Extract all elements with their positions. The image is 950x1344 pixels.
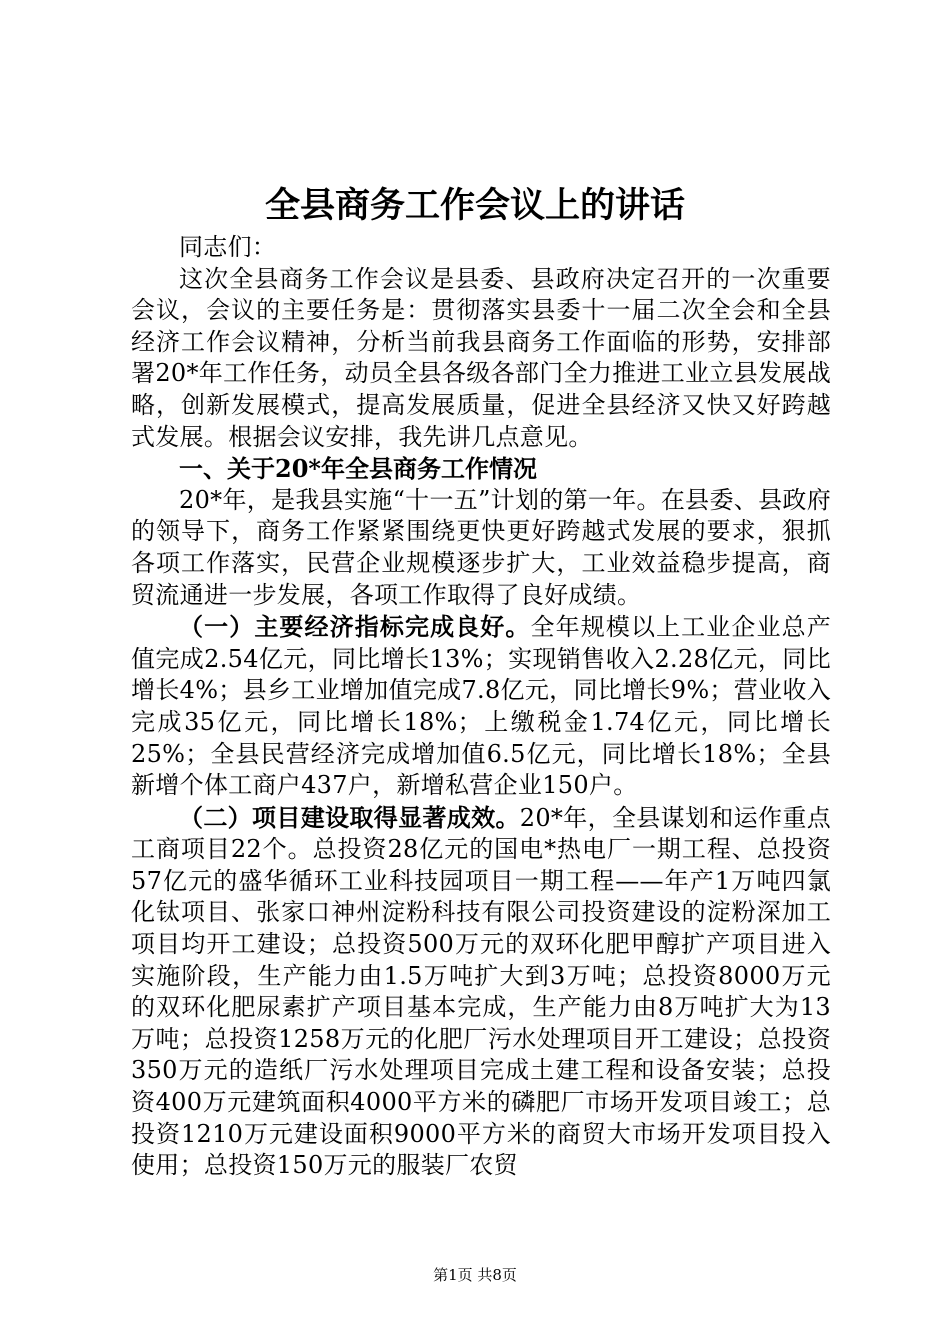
item-paragraph (131, 611, 831, 802)
item-text: 全年规模以上工业企业总产值完成2.54亿元，同比增长13%；实现销售收入2.28亿元，同比增长4%；县乡工业增加值完成7.8亿元，同比增长9%；营业收入完成35亿元，同比增长18%；上缴税金1.74亿元，同比增长25%；全县民营经济完成增加值6.5亿元，同比增长18%；全县新增个体工商户437户，新增私营企业150户。 (131, 613, 831, 800)
item-text: 20*年，全县谋划和运作重点工商项目22个。总投资28亿元的国电*热电厂一期工程、总投资57亿元的盛华循环工业科技园项目一期工程——年产1万吨四氯化钛项目、张家口神州淀粉科技有限公司投资建设的淀粉深加工项目均开工建设；总投资500万元的双环化肥甲醇扩产项目进入实施阶段，生产能力由1.5万吨扩大到3万吨；总投资8000万元的双环化肥尿素扩产项目基本完成，生产能力由8万吨扩大为13万吨；总投资1258万元的化肥厂污水处理项目开工建设；总投资350万元的造纸厂污水处理项目完成土建工程和设备安装；总投资400万元建筑面积4000平方米的磷肥厂市场开发项目竣工；总投资1210万元建设面积9000平方米的商贸大市场开发项目投入使用；总投资150万元的服装厂农贸 (131, 803, 831, 1180)
salutation: 同志们： (179, 233, 277, 261)
item-lead: （二）项目建设取得显著成效。 (179, 802, 520, 832)
section-heading: 一、关于20*年全县商务工作情况 (179, 454, 537, 484)
intro-paragraph: 这次全县商务工作会议是县委、县政府决定召开的一次重要会议，会议的主要任务是：贯彻落实县委十一届二次全会和全县经济工作会议精神，分析当前我县商务工作面临的形势，安排部署20*年工作任务，动员全县各级各部门全力推进工业立县发展战略，创新发展模式，提高发展质量，促进全县经济又快又好跨越式发展。根据会议安排，我先讲几点意见。 (131, 264, 831, 451)
document-title: 全县商务工作会议上的讲话 (264, 185, 685, 226)
section-paragraph: 20*年，是我县实施“十一五”计划的第一年。在县委、县政府的领导下，商务工作紧紧围绕更快更好跨越式发展的要求，狠抓各项工作落实，民营企业规模逐步扩大，工业效益稳步提高，商贸流通进一步发展，各项工作取得了良好成绩。 (131, 485, 831, 609)
item-lead: （一）主要经济指标完成良好。 (179, 612, 531, 642)
document-body (131, 232, 831, 1182)
page-number: 第1页 共8页 (433, 1266, 517, 1284)
item-paragraph (131, 802, 831, 1182)
